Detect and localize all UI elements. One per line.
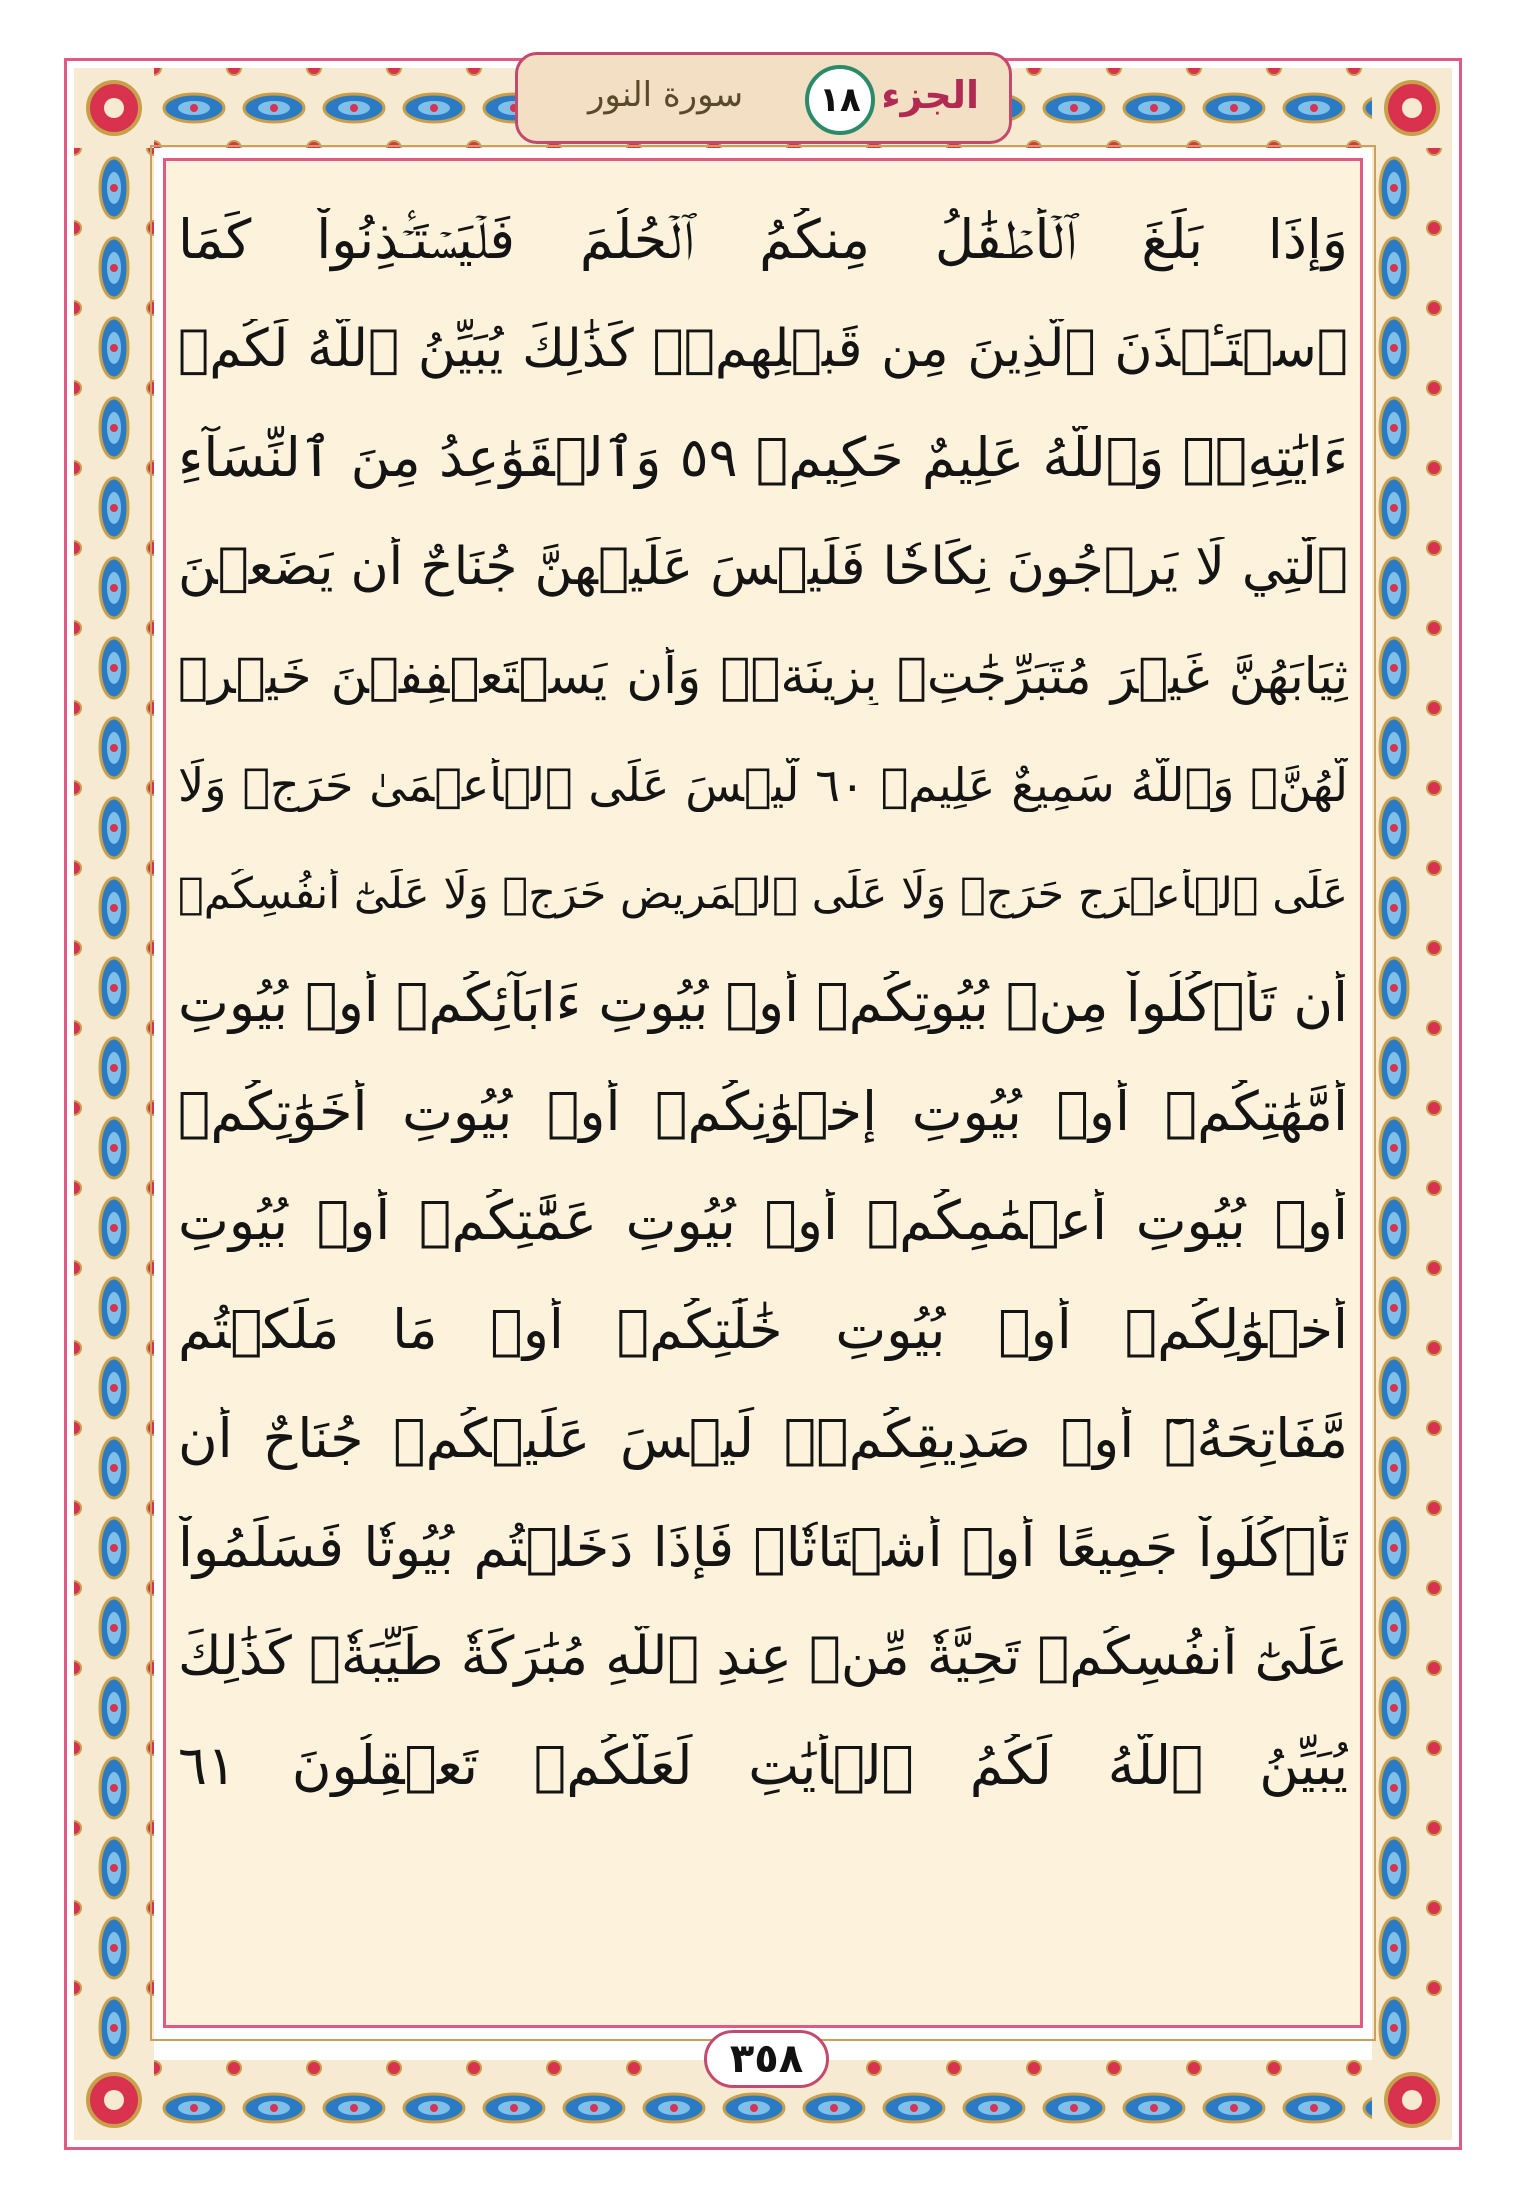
- juz-label: الجزء: [881, 73, 979, 117]
- verse-lines: [178, 185, 1348, 1820]
- text-line: عَلَىٰٓ أَنفُسِكُمۡ تَحِيَّةٗ مِّنۡ عِندِ ٱللَّهِ مُبَٰرَكَةٗ طَيِّبَةٗۚ كَذَٰلِكَ: [178, 1626, 1348, 1687]
- text-line: أُمَّهَٰتِكُمۡ أَوۡ بُيُوتِ إِخۡوَٰنِكُمۡ أَوۡ بُيُوتِ أَخَوَٰتِكُمۡ: [178, 1080, 1348, 1143]
- juz-medallion: [805, 65, 875, 135]
- text-line: عَلَى ٱلۡأَعۡرَجِ حَرَجٞ وَلَا عَلَى ٱلۡمَرِيضِ حَرَجٞ وَلَا عَلَىٰٓ أَنفُسِكُمۡ: [178, 868, 1348, 919]
- text-line: ثِيَابَهُنَّ غَيۡرَ مُتَبَرِّجَٰتِۭ بِزِينَةٖۖ وَأَن يَسۡتَعۡفِفۡنَ خَيۡرٞ: [178, 646, 1348, 705]
- text-line: تَأۡكُلُواْ جَمِيعًا أَوۡ أَشۡتَاتٗاۚ فَإِذَا دَخَلۡتُم بُيُوتٗا فَسَلِّمُواْ: [178, 1516, 1348, 1579]
- page-number: ٣٥٨: [729, 2036, 804, 2082]
- text-line: ٱلَّٰتِي لَا يَرۡجُونَ نِكَاحٗا فَلَيۡسَ عَلَيۡهِنَّ جُنَاحٌ أَن يَضَعۡنَ: [178, 536, 1348, 597]
- text-line: أَخۡوَٰلِكُمۡ أَوۡ بُيُوتِ خَٰلَٰتِكُمۡ أَوۡ مَا مَلَكۡتُم: [178, 1298, 1348, 1361]
- surah-title: سورة النور: [588, 75, 744, 115]
- text-line: وَإِذَا بَلَغَ ٱلۡأَطۡفَٰلُ مِنكُمُ ٱلۡحُلُمَ فَلۡيَسۡتَـٔۡذِنُواْ كَمَا: [178, 207, 1348, 271]
- text-line: أَوۡ بُيُوتِ أَعۡمَٰمِكُمۡ أَوۡ بُيُوتِ عَمَّٰتِكُمۡ أَوۡ بُيُوتِ: [178, 1189, 1348, 1252]
- text-line: ٱسۡتَـٔۡذَنَ ٱلَّذِينَ مِن قَبۡلِهِمۡۚ كَذَٰلِكَ يُبَيِّنُ ٱللَّهُ لَكُمۡ: [178, 318, 1348, 379]
- page-header: [515, 52, 1012, 144]
- text-line: يُبَيِّنُ ٱللَّهُ لَكُمُ ٱلۡأٓيَٰتِ لَعَلَّكُمۡ تَعۡقِلُونَ ٦١: [178, 1734, 1348, 1797]
- text-line: مَّفَاتِحَهُۥٓ أَوۡ صَدِيقِكُمۡۚ لَيۡسَ عَلَيۡكُمۡ جُنَاحٌ أَن: [178, 1407, 1348, 1470]
- text-line: لَّهُنَّۗ وَٱللَّهُ سَمِيعٌ عَلِيمٞ ٦٠ لَّيۡسَ عَلَى ٱلۡأَعۡمَىٰ حَرَجٞ وَلَا: [178, 757, 1348, 812]
- page-number-badge: [704, 2030, 829, 2088]
- text-line: أَن تَأۡكُلُواْ مِنۢ بُيُوتِكُمۡ أَوۡ بُيُوتِ ءَابَآئِكُمۡ أَوۡ بُيُوتِ: [178, 971, 1348, 1034]
- juz-number: ١٨: [819, 80, 861, 120]
- text-line: ءَايَٰتِهِۦۗ وَٱللَّهُ عَلِيمٌ حَكِيمٞ ٥٩ وَٱلۡقَوَٰعِدُ مِنَ ٱلنِّسَآءِ: [178, 426, 1348, 489]
